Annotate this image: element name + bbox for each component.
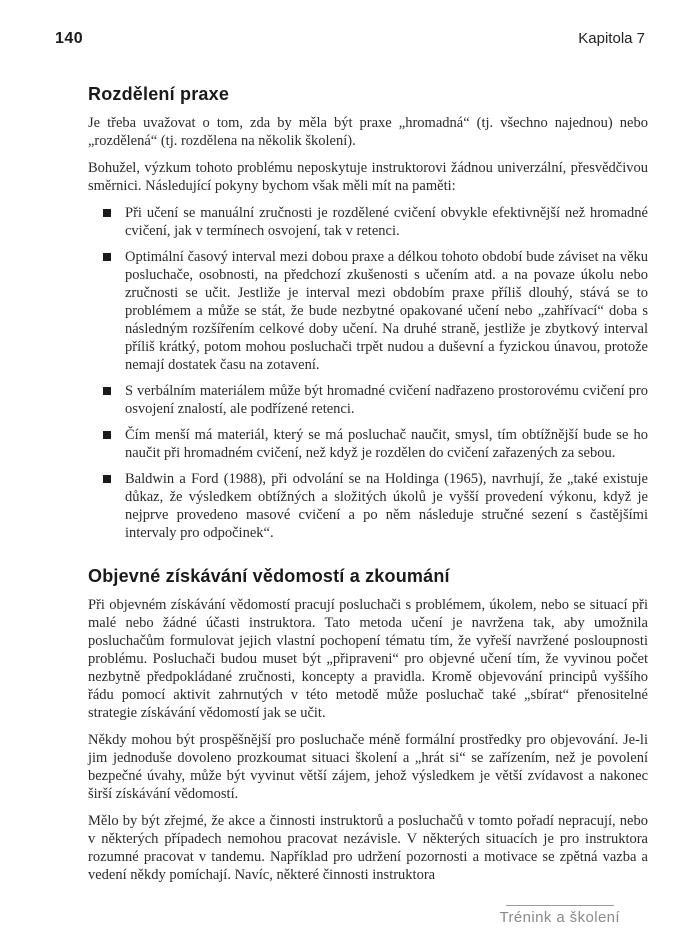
bullet-text: Při učení se manuální zručnosti je rozdělené cvičení obvykle efektivnější než hromadné cvičení, jak v termínech osvojení, tak v retenci. <box>125 205 648 239</box>
guidelines-bullet-list <box>88 204 648 542</box>
square-bullet-icon <box>103 387 111 395</box>
bullet-item <box>88 426 648 462</box>
paragraph: Je třeba uvažovat o tom, zda by měla být praxe „hromadná“ (tj. všechno najednou) nebo „rozdělená“ (tj. rozdělena na několik školení). <box>88 115 648 149</box>
square-bullet-icon <box>103 431 111 439</box>
bullet-text: Čím menší má materiál, který se má posluchač naučit, smysl, tím obtížnější bude se ho naučit při hromadném cvičení, než když je rozdělen do cvičení zařazených za sebou. <box>125 427 648 461</box>
section-objevne-ziskavani <box>88 566 648 884</box>
page-number: 140 <box>55 30 84 47</box>
bullet-item <box>88 470 648 542</box>
section-heading: Objevné získávání vědomostí a zkoumání <box>88 566 450 586</box>
bullet-text: Baldwin a Ford (1988), při odvolání se na Holdinga (1965), navrhují, že „také existuje důkaz, že výsledkem obtížných a složitých úkolů je vyšší provedení výkonu, když je nejprve provedeno masové cvičení a po něm následuje stručné sezení s častějšími intervaly pro odpočinek“. <box>125 471 648 541</box>
chapter-label: Kapitola 7 <box>578 30 645 47</box>
bullet-text: Optimální časový interval mezi dobou praxe a délkou tohoto období bude záviset na věku posluchače, osobnosti, na předchozí zkušenosti s učením atd. a na povaze úkolu nebo zručnosti se učit. Jestliže je interval mezi obdobím praxe příliš dlouhý, stává se to problémem a může se stát, že bude nezbytné opakované učení nebo „zahřívací“ doba s následným rozšířením celkové doby učení. Na druhé straně, jestliže je zbytkový interval příliš krátký, potom mohou posluchači trpět nudou a duševní a fyzickou únavou, protože nemají dostatek času na zotavení. <box>125 249 648 373</box>
paragraph: Při objevném získávání vědomostí pracují posluchači s problémem, úkolem, nebo se situací při malé nebo žádné účasti instruktora. Tato metoda učení je navržena tak, aby umožnila posluchačům formulovat jejich vlastní pochopení tématu tím, že vyřeší navržené posloupnosti problému. Posluchači budou muset být „připraveni“ pro objevné učení tím, že vyvinou počet nezbytně předpokládané zručnosti, koncepty a pravidla. Kromě objevování principů vyššího řádu pomocí aktivit zahrnutých v této metodě může posluchač také „sbírat“ přenositelné strategie získávání vědomostí jak se učit. <box>88 597 648 721</box>
paragraph: Bohužel, výzkum tohoto problému neposkytuje instruktorovi žádnou univerzální, přesvědčivou směrnici. Následující pokyny bychom však měli mít na paměti: <box>88 160 648 194</box>
bullet-item <box>88 204 648 240</box>
square-bullet-icon <box>103 209 111 217</box>
paragraph: Mělo by být zřejmé, že akce a činnosti instruktorů a posluchačů v tomto pořadí nepracují, nebo v některých případech nemohou pracovat nezávisle. V některých situacích je pro instruktora rozumné pracovat v tandemu. Například pro udržení pozornosti a motivace se zpětná vazba a vedení někdy pomíchají. Navíc, některé činnosti instruktora <box>88 813 648 883</box>
bullet-text: S verbálním materiálem může být hromadné cvičení nadřazeno prostorovému cvičení pro osvojení znalostí, ale podřízené retenci. <box>125 383 648 417</box>
bullet-item <box>88 382 648 418</box>
text-column <box>0 84 700 884</box>
section-rozdeleni-praxe <box>88 84 648 542</box>
footer-divider <box>506 905 614 906</box>
bullet-item <box>88 248 648 374</box>
running-header <box>0 0 700 48</box>
section-heading: Rozdělení praxe <box>88 84 230 104</box>
square-bullet-icon <box>103 253 111 261</box>
square-bullet-icon <box>103 475 111 483</box>
book-title-footer: Trénink a školení <box>499 909 620 926</box>
paragraph: Někdy mohou být prospěšnější pro posluchače méně formální prostředky pro objevování. Je-li jim jednoduše dovoleno prozkoumat situaci školení a „hrát si“ se zařízením, než je povolení bezpečné úvahy, může být vyvinut větší zájem, jehož výsledkem je větší zvídavost a nakonec širší získávání vědomostí. <box>88 732 648 802</box>
running-footer <box>500 905 620 926</box>
